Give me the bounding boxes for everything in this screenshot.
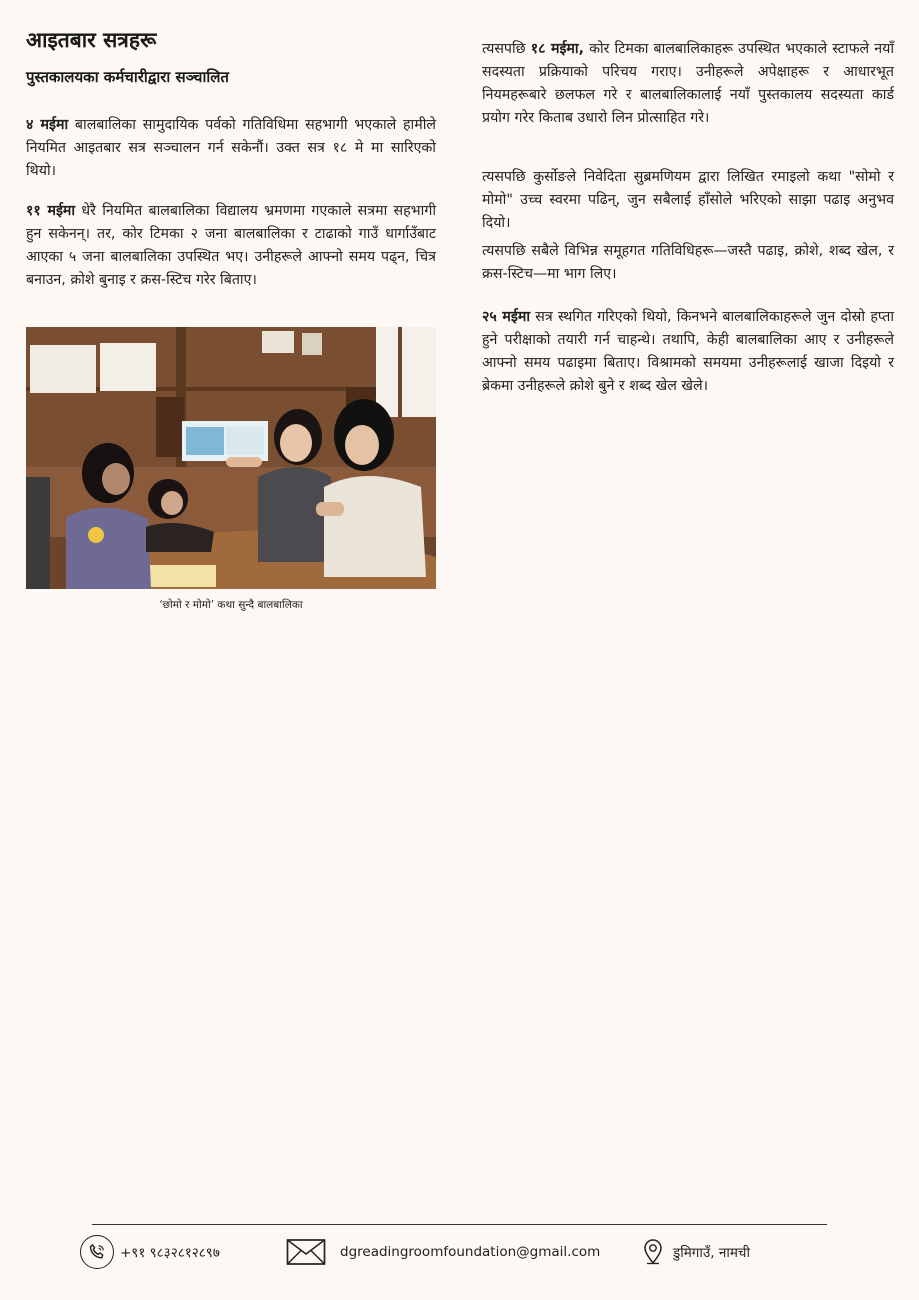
location-text: डुमिगाउँ, नामची [673, 1245, 751, 1261]
paragraph-may-11 [26, 200, 436, 292]
page-title: आइतबार सत्रहरू [26, 28, 157, 52]
date-may-11: ११ मईमा [26, 203, 76, 219]
page-subtitle: पुस्तकालयका कर्मचारीद्वारा सञ्चालित [26, 68, 229, 86]
envelope-icon [286, 1238, 326, 1266]
footer-phone [80, 1232, 220, 1272]
paragraph-may-4 [26, 114, 436, 183]
footer-location [643, 1232, 750, 1272]
date-may-4: ४ मईमा [26, 117, 69, 133]
paragraph-may-11-text: धेरै नियमित बालबालिका विद्यालय भ्रमणमा गएकाले सत्रमा सहभागी हुन सकेनन्। तर, कोर टिमका २ जना बालबालिका र टाढाको गाउँ धार्गाउँबाट आएका ५ जना बालबालिका उपस्थित भए। उनीहरूले आफ्नो समय पढ्न, चित्र बनाउन, क्रोशे बुनाइ र क्रस-स्टिच गरेर बिताए। [26, 203, 436, 288]
location-pin-icon [643, 1239, 663, 1265]
paragraph-may-18 [482, 38, 894, 130]
paragraph-story-reading: त्यसपछि कुर्सोङले निवेदिता सुब्रमणियम द्वारा लिखित रमाइलो कथा "सोमो र मोमो" उच्च स्वरमा पढिन्, जुन सबैलाई हाँसोले भरिएको साझा पढाइ अनुभव दियो। [482, 169, 894, 231]
footer [0, 1232, 919, 1272]
story-reading-photo [26, 327, 436, 589]
paragraph-may-25 [482, 306, 894, 398]
paragraph-group-activities: त्यसपछि सबैले विभिन्न समूहगत गतिविधिहरू—जस्तै पढाइ, क्रोशे, शब्द खेल, र क्रस-स्टिच—मा भाग लिए। [482, 243, 894, 282]
paragraph-may-18-text: कोर टिमका बालबालिकाहरू उपस्थित भएकाले स्टाफले नयाँ सदस्यता प्रक्रियाको परिचय गराए। उनीहरूले अपेक्षाहरू र आधारभूत नियमहरूबारे छलफल गरे र बालबालिकालाई नयाँ पुस्तकालय सदस्यता कार्ड प्रयोग गरेर किताब उधारो लिन प्रोत्साहित गरे। [482, 41, 895, 126]
phone-icon [80, 1235, 114, 1269]
footer-divider [92, 1224, 827, 1225]
paragraph-may-4-text: बालबालिका सामुदायिक पर्वको गतिविधिमा सहभागी भएकाले हामीले नियमित आइतबार सत्र सञ्चालन गर्न सकेनौं। उक्त सत्र १८ मे मा सारिएको थियो। [26, 117, 436, 179]
paragraph-may-25-text: सत्र स्थगित गरिएको थियो, किनभने बालबालिकाहरूले जुन दोस्रो हप्ता हुने परीक्षाको तयारी गर्न चाहन्थे। तथापि, केही बालबालिका आए र उनीहरूले आफ्नो समय पढाइमा बिताए। विश्रामको समयमा उनीहरूलाई खाजा दिइयो र ब्रेकमा उनीहरूले क्रोशे बुने र शब्द खेल खेले। [482, 309, 894, 394]
date-may-18: १८ मईमा, [530, 41, 584, 57]
email-address: dgreadingroomfoundation@gmail.com [340, 1244, 601, 1260]
footer-email [286, 1232, 600, 1272]
phone-number: +९१ ९८३२८१२८९७ [120, 1245, 220, 1261]
paragraph-may-18-prefix: त्यसपछि [482, 41, 531, 57]
story-reading-illustration [26, 327, 436, 589]
photo-caption: ‘छोमो र मोमो’ कथा सुन्दै बालबालिका [159, 599, 303, 611]
date-may-25: २५ मईमा [482, 309, 531, 325]
